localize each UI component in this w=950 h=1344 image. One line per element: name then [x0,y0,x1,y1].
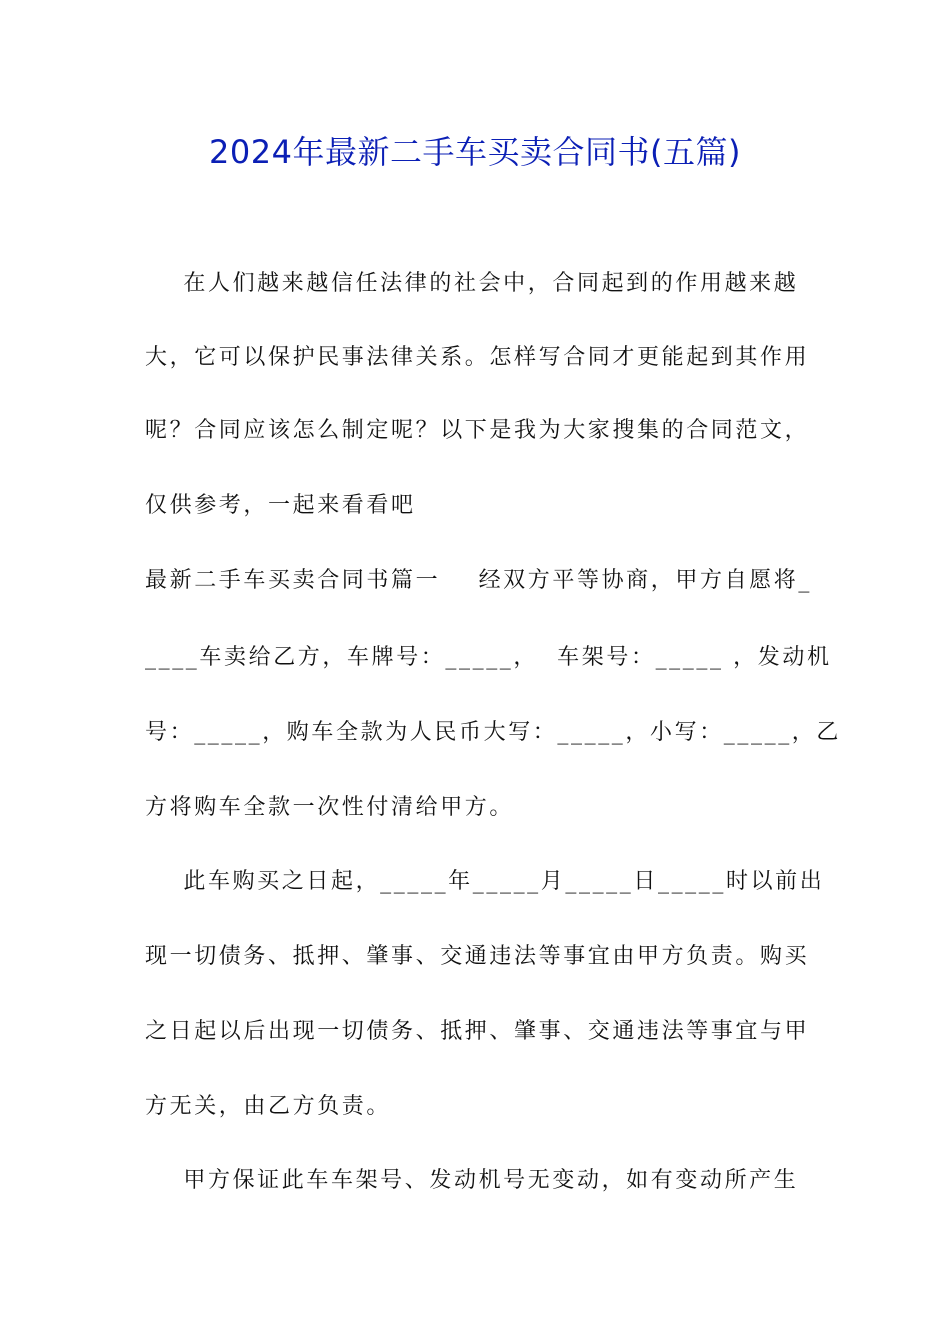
text-line: 大，它可以保护民事法律关系。怎样写合同才更能起到其作用 [145,345,810,370]
text-line: 在人们越来越信任法律的社会中，合同起到的作用越来越 [145,271,799,296]
text-line: 方无关，由乙方负责。 [145,1094,392,1119]
text-line: 此车购买之日起，_____年_____月_____日_____时以前出 [145,869,825,894]
section-heading-line: 最新二手车买卖合同书篇一 经双方平等协商，甲方自愿将_ [145,568,812,593]
text-line: 方将购车全款一次性付清给甲方。 [145,795,515,820]
text-line: 之日起以后出现一切债务、抵押、肇事、交通违法等事宜与甲 [145,1019,810,1044]
text-line: 甲方保证此车车架号、发动机号无变动，如有变动所产生 [145,1168,799,1193]
text-line: 仅供参考，一起来看看吧 [145,493,416,518]
text-line: 现一切债务、抵押、肇事、交通违法等事宜由甲方负责。购买 [145,944,810,969]
document-title: 2024年最新二手车买卖合同书(五篇) [209,133,741,171]
text-line: 呢？合同应该怎么制定呢？以下是我为大家搜集的合同范文， [145,418,810,443]
text-line: ____车卖给乙方，车牌号：_____， 车架号：_____ ，发动机 [145,645,832,670]
text-line: 号：_____，购车全款为人民币大写：_____，小写：_____，乙 [145,720,842,745]
